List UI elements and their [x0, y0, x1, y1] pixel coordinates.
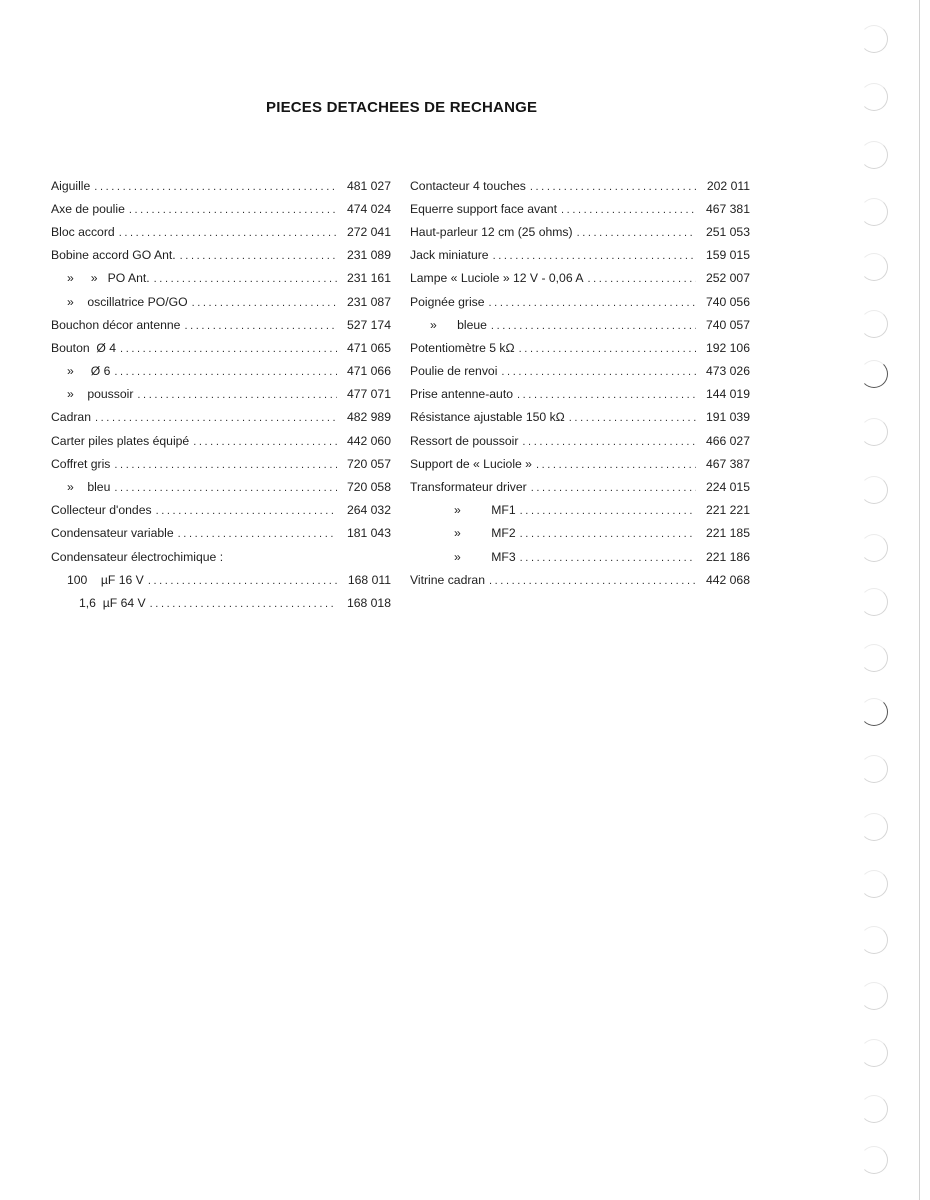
part-name: Vitrine cadran: [410, 572, 485, 587]
part-number: 221 221: [705, 503, 750, 518]
list-item: [51, 591, 391, 614]
part-name: Ressort de poussoir: [410, 433, 519, 448]
binder-hole: [860, 534, 888, 562]
part-name: Coffret gris: [51, 456, 111, 471]
part-number: 482 989: [346, 410, 391, 425]
part-number: 159 015: [705, 248, 750, 263]
list-item: [410, 290, 750, 313]
part-number: 474 024: [346, 201, 391, 216]
part-number: 264 032: [346, 503, 391, 518]
list-item: [51, 313, 391, 336]
part-name: Transformateur driver: [410, 480, 527, 495]
page-edge: [919, 0, 920, 1200]
list-item: [51, 429, 391, 452]
part-name: » oscillatrice PO/GO: [67, 294, 188, 309]
part-number: 466 027: [705, 433, 750, 448]
part-name: » bleue: [430, 317, 487, 332]
part-number: 231 161: [346, 271, 391, 286]
list-item: [51, 290, 391, 313]
part-name: Jack miniature: [410, 248, 489, 263]
part-number: 481 027: [346, 178, 391, 193]
part-name: Résistance ajustable 150 kΩ: [410, 410, 565, 425]
list-item: [51, 267, 391, 290]
binder-hole: [860, 360, 888, 388]
part-name: Bouton Ø 4: [51, 340, 117, 355]
binder-hole: [860, 25, 888, 53]
part-number: 442 060: [346, 433, 391, 448]
part-number: 272 041: [346, 224, 391, 239]
part-number: 181 043: [346, 526, 391, 541]
part-number: 221 185: [705, 526, 750, 541]
binder-hole: [860, 982, 888, 1010]
part-name: » Ø 6: [67, 364, 111, 379]
list-item: [51, 499, 391, 522]
part-number: 467 381: [705, 201, 750, 216]
list-item: [410, 429, 750, 452]
list-item: [51, 336, 391, 359]
part-number: 442 068: [705, 572, 750, 587]
binder-hole: [860, 588, 888, 616]
list-item: [410, 406, 750, 429]
binder-hole: [860, 644, 888, 672]
part-name: Prise antenne-auto: [410, 387, 513, 402]
part-name: Potentiomètre 5 kΩ: [410, 340, 515, 355]
part-number: 471 066: [346, 364, 391, 379]
binder-hole: [860, 83, 888, 111]
part-number: 221 186: [705, 549, 750, 564]
part-number: 144 019: [705, 387, 750, 402]
binder-holes: [860, 20, 896, 1180]
list-item: [51, 452, 391, 475]
part-number: 740 056: [705, 294, 750, 309]
part-name: Aiguille: [51, 178, 91, 193]
part-number: 168 018: [346, 595, 391, 610]
part-name: Condensateur électrochimique :: [51, 549, 224, 564]
list-item: [410, 545, 750, 568]
part-number: 168 011: [347, 572, 391, 587]
part-name: » MF2: [454, 526, 516, 541]
list-item: [410, 499, 750, 522]
part-name: Haut-parleur 12 cm (25 ohms): [410, 224, 573, 239]
list-item: [51, 197, 391, 220]
part-number: 473 026: [705, 364, 750, 379]
list-item: [410, 522, 750, 545]
binder-hole: [860, 870, 888, 898]
list-item: [51, 406, 391, 429]
part-name: Cadran: [51, 410, 91, 425]
part-number: 471 065: [346, 340, 391, 355]
part-number: 527 174: [346, 317, 391, 332]
list-item: [410, 360, 750, 383]
part-name: Collecteur d'ondes: [51, 503, 152, 518]
binder-hole: [860, 253, 888, 281]
binder-hole: [860, 926, 888, 954]
part-name: Contacteur 4 touches: [410, 178, 526, 193]
binder-hole: [860, 755, 888, 783]
part-name: » bleu: [67, 480, 111, 495]
list-item: [410, 244, 750, 267]
part-name: Condensateur variable: [51, 526, 174, 541]
part-name: 100 µF 16 V: [67, 572, 144, 587]
binder-hole: [860, 1039, 888, 1067]
list-item: [410, 174, 750, 197]
part-number: 720 057: [346, 456, 391, 471]
part-name: » MF1: [454, 503, 516, 518]
list-item: [51, 475, 391, 498]
part-number: 251 053: [705, 224, 750, 239]
binder-hole: [860, 141, 888, 169]
list-item: [410, 383, 750, 406]
parts-list-right: [410, 174, 750, 591]
part-name: Equerre support face avant: [410, 201, 558, 216]
part-number: 740 057: [705, 317, 750, 332]
binder-hole: [860, 1146, 888, 1174]
list-item: [51, 545, 391, 568]
binder-hole: [860, 698, 888, 726]
part-name: Carter piles plates équipé: [51, 433, 190, 448]
part-name: Poignée grise: [410, 294, 485, 309]
part-number: 231 087: [346, 294, 391, 309]
part-name: Lampe « Luciole » 12 V - 0,06 A: [410, 271, 584, 286]
list-item: [410, 475, 750, 498]
part-name: » poussoir: [67, 387, 134, 402]
part-number: 192 106: [705, 340, 750, 355]
list-item: [51, 568, 391, 591]
list-item: [410, 452, 750, 475]
list-item: [410, 267, 750, 290]
part-number: 191 039: [705, 410, 750, 425]
part-name: » » PO Ant.: [67, 271, 150, 286]
list-item: [410, 220, 750, 243]
part-name: Support de « Luciole »: [410, 456, 532, 471]
list-item: [51, 383, 391, 406]
binder-hole: [860, 1095, 888, 1123]
part-name: Poulie de renvoi: [410, 364, 498, 379]
list-item: [410, 336, 750, 359]
part-number: 231 089: [346, 248, 391, 263]
list-item: [410, 568, 750, 591]
binder-hole: [860, 476, 888, 504]
list-item: [51, 220, 391, 243]
part-name: Bloc accord: [51, 224, 115, 239]
parts-list-left: [51, 174, 391, 615]
part-number: 224 015: [705, 480, 750, 495]
part-name: 1,6 µF 64 V: [79, 595, 146, 610]
part-name: » MF3: [454, 549, 516, 564]
binder-hole: [860, 813, 888, 841]
list-item: [51, 522, 391, 545]
part-number: 467 387: [705, 456, 750, 471]
part-name: Bouchon décor antenne: [51, 317, 181, 332]
part-name: Bobine accord GO Ant.: [51, 248, 176, 263]
page-title: PIECES DETACHEES DE RECHANGE: [266, 99, 538, 116]
part-number: 477 071: [346, 387, 391, 402]
list-item: [410, 197, 750, 220]
part-number: 252 007: [705, 271, 750, 286]
part-name: Axe de poulie: [51, 201, 125, 216]
list-item: [51, 360, 391, 383]
list-item: [51, 174, 391, 197]
binder-hole: [860, 310, 888, 338]
part-number: 202 011: [706, 178, 750, 193]
part-number: 720 058: [346, 480, 391, 495]
binder-hole: [860, 418, 888, 446]
binder-hole: [860, 198, 888, 226]
list-item: [51, 244, 391, 267]
list-item: [410, 313, 750, 336]
